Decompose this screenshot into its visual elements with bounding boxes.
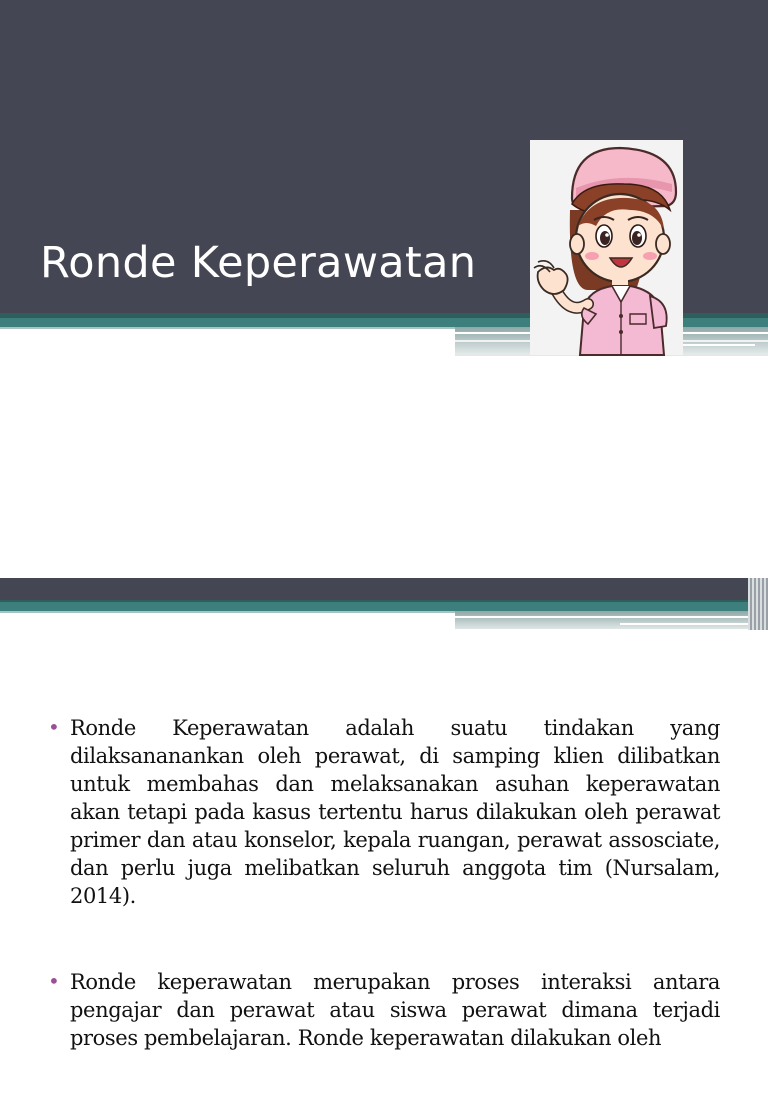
- accent-stripe-soft: [0, 611, 455, 613]
- nurse-illustration: [530, 140, 683, 355]
- list-item: [48, 714, 720, 910]
- content-slide: [0, 578, 768, 1050]
- bullet-list: [48, 714, 720, 1110]
- accent-line-2: [620, 623, 755, 625]
- accent-stripe-teal: [0, 602, 768, 611]
- accent-stripe-soft: [0, 327, 455, 329]
- accent-line-1: [455, 616, 768, 618]
- header-band: [0, 578, 768, 602]
- bullet-text: Ronde Keperawatan adalah suatu tindakan yang dilaksananankan oleh perawat, di samping klien dilibatkan untuk membahas dan melaksanakan asuhan keperawatan akan tetapi pada kasus tertentu harus dilakukan oleh perawat primer dan atau konselor, kepala ruangan, perawat assosciate, dan perlu juga melibatkan seluruh anggota tim (Nursalam, 2014).: [70, 716, 720, 908]
- bullet-marker: •: [48, 969, 60, 993]
- nurse-cartoon-icon: [530, 140, 683, 355]
- accent-edge-ticks: [748, 578, 768, 630]
- bullet-text: Ronde keperawatan merupakan proses interaksi antara pengajar dan perawat atau siswa perawat dimana terjadi proses pembelajaran. Ronde keperawatan dilakukan oleh: [70, 970, 720, 1050]
- list-item: [48, 968, 720, 1052]
- bullet-marker: •: [48, 715, 60, 739]
- slide-title: Ronde Keperawatan: [40, 238, 477, 288]
- accent-shadow-block: [455, 611, 768, 629]
